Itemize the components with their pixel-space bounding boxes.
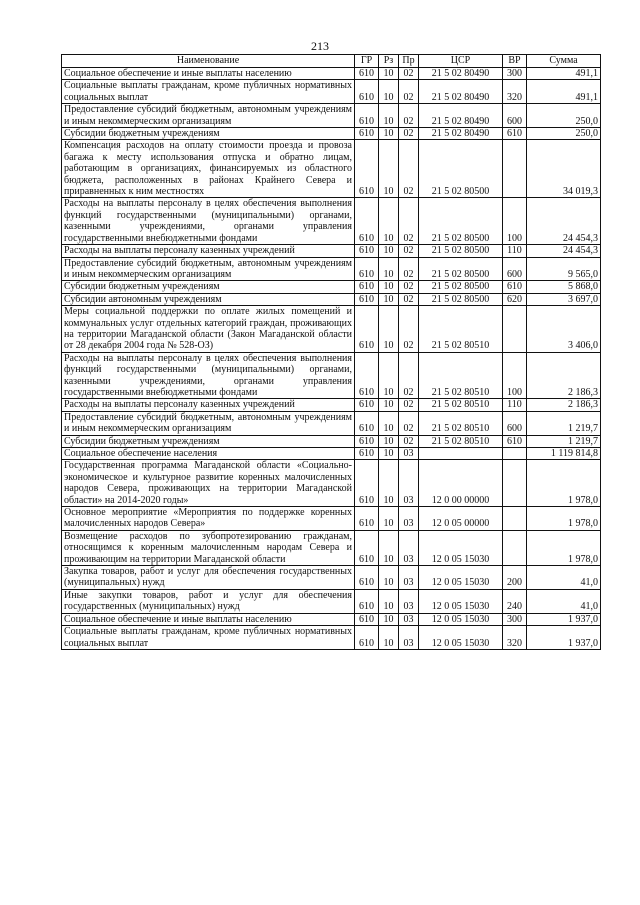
cell-name: Субсидии бюджетным учреждениям bbox=[62, 281, 355, 293]
table-row bbox=[62, 352, 601, 399]
cell-gr: 610 bbox=[355, 140, 379, 198]
table-row bbox=[62, 589, 601, 613]
cell-csr: 21 5 02 80490 bbox=[419, 104, 503, 128]
table-row bbox=[62, 68, 601, 80]
cell-name: Расходы на выплаты персоналу казенных учреждений bbox=[62, 399, 355, 411]
cell-gr: 610 bbox=[355, 507, 379, 531]
cell-rz: 10 bbox=[379, 80, 399, 104]
cell-sum: 24 454,3 bbox=[527, 245, 601, 257]
cell-name: Расходы на выплаты персоналу казенных учреждений bbox=[62, 245, 355, 257]
table-row bbox=[62, 460, 601, 507]
cell-csr: 12 0 05 00000 bbox=[419, 507, 503, 531]
cell-gr: 610 bbox=[355, 80, 379, 104]
table-row bbox=[62, 281, 601, 293]
cell-pr: 02 bbox=[399, 411, 419, 435]
cell-csr: 21 5 02 80500 bbox=[419, 257, 503, 281]
cell-sum: 1 978,0 bbox=[527, 460, 601, 507]
cell-gr: 610 bbox=[355, 626, 379, 650]
cell-pr: 03 bbox=[399, 530, 419, 565]
cell-rz: 10 bbox=[379, 293, 399, 305]
cell-pr: 03 bbox=[399, 613, 419, 625]
cell-csr: 21 5 02 80500 bbox=[419, 293, 503, 305]
cell-csr: 12 0 05 15030 bbox=[419, 530, 503, 565]
cell-sum: 2 186,3 bbox=[527, 352, 601, 399]
cell-csr: 21 5 02 80510 bbox=[419, 399, 503, 411]
cell-rz: 10 bbox=[379, 507, 399, 531]
cell-name: Меры социальной поддержки по оплате жилых помещений и коммунальных услуг отдельных категорий граждан, проживающих на территории Магаданской области (Закон Магаданской области от 28 декабря 2004 года № 528-ОЗ) bbox=[62, 306, 355, 353]
cell-vr: 200 bbox=[503, 566, 527, 590]
cell-csr: 21 5 02 80490 bbox=[419, 128, 503, 140]
cell-gr: 610 bbox=[355, 306, 379, 353]
cell-name: Социальные выплаты гражданам, кроме публичных нормативных социальных выплат bbox=[62, 80, 355, 104]
table-row bbox=[62, 626, 601, 650]
cell-gr: 610 bbox=[355, 399, 379, 411]
cell-pr: 02 bbox=[399, 198, 419, 245]
cell-csr: 21 5 02 80490 bbox=[419, 80, 503, 104]
cell-name: Основное мероприятие «Мероприятия по поддержке коренных малочисленных народов Севера» bbox=[62, 507, 355, 531]
cell-rz: 10 bbox=[379, 104, 399, 128]
cell-rz: 10 bbox=[379, 613, 399, 625]
cell-pr: 02 bbox=[399, 128, 419, 140]
cell-gr: 610 bbox=[355, 198, 379, 245]
cell-name: Предоставление субсидий бюджетным, автономным учреждениям и иным некоммерческим организациям bbox=[62, 411, 355, 435]
table-row bbox=[62, 140, 601, 198]
cell-sum: 491,1 bbox=[527, 68, 601, 80]
cell-gr: 610 bbox=[355, 435, 379, 447]
cell-pr: 02 bbox=[399, 245, 419, 257]
cell-gr: 610 bbox=[355, 411, 379, 435]
cell-vr bbox=[503, 460, 527, 507]
column-header-pr: Пр bbox=[399, 55, 419, 68]
cell-sum: 1 937,0 bbox=[527, 613, 601, 625]
cell-rz: 10 bbox=[379, 530, 399, 565]
cell-vr bbox=[503, 448, 527, 460]
table-row bbox=[62, 399, 601, 411]
cell-sum: 250,0 bbox=[527, 104, 601, 128]
cell-csr: 12 0 05 15030 bbox=[419, 626, 503, 650]
cell-pr: 03 bbox=[399, 448, 419, 460]
cell-pr: 02 bbox=[399, 104, 419, 128]
cell-sum: 2 186,3 bbox=[527, 399, 601, 411]
cell-pr: 02 bbox=[399, 293, 419, 305]
cell-vr: 320 bbox=[503, 80, 527, 104]
column-header-vr: ВР bbox=[503, 55, 527, 68]
cell-rz: 10 bbox=[379, 281, 399, 293]
cell-sum: 1 219,7 bbox=[527, 435, 601, 447]
cell-gr: 610 bbox=[355, 448, 379, 460]
cell-name: Иные закупки товаров, работ и услуг для обеспечения государственных (муниципальных) нужд bbox=[62, 589, 355, 613]
budget-table bbox=[61, 54, 601, 650]
cell-pr: 03 bbox=[399, 589, 419, 613]
column-header-name: Наименование bbox=[62, 55, 355, 68]
cell-pr: 03 bbox=[399, 566, 419, 590]
cell-vr: 100 bbox=[503, 198, 527, 245]
page-number: 213 bbox=[311, 39, 329, 53]
cell-sum: 5 868,0 bbox=[527, 281, 601, 293]
cell-vr: 620 bbox=[503, 293, 527, 305]
table-body bbox=[62, 68, 601, 650]
cell-name: Расходы на выплаты персоналу в целях обеспечения выполнения функций государственными (муниципальными) органами, казенными учреждениями, органами управления государственными внебюджетными фондами bbox=[62, 352, 355, 399]
cell-gr: 610 bbox=[355, 293, 379, 305]
cell-name: Предоставление субсидий бюджетным, автономным учреждениям и иным некоммерческим организациям bbox=[62, 257, 355, 281]
cell-vr: 300 bbox=[503, 613, 527, 625]
cell-vr: 600 bbox=[503, 411, 527, 435]
cell-rz: 10 bbox=[379, 140, 399, 198]
cell-vr: 600 bbox=[503, 257, 527, 281]
table-row bbox=[62, 104, 601, 128]
cell-gr: 610 bbox=[355, 128, 379, 140]
cell-pr: 02 bbox=[399, 352, 419, 399]
cell-vr bbox=[503, 140, 527, 198]
cell-rz: 10 bbox=[379, 566, 399, 590]
cell-gr: 610 bbox=[355, 281, 379, 293]
cell-rz: 10 bbox=[379, 257, 399, 281]
cell-pr: 02 bbox=[399, 68, 419, 80]
cell-vr: 110 bbox=[503, 399, 527, 411]
cell-gr: 610 bbox=[355, 566, 379, 590]
cell-vr: 300 bbox=[503, 68, 527, 80]
cell-sum: 41,0 bbox=[527, 566, 601, 590]
table-row bbox=[62, 530, 601, 565]
cell-csr: 12 0 00 00000 bbox=[419, 460, 503, 507]
cell-vr: 100 bbox=[503, 352, 527, 399]
cell-csr: 21 5 02 80500 bbox=[419, 140, 503, 198]
cell-name: Возмещение расходов по зубопротезированию гражданам, относящимся к коренным малочисленным народам Севера и проживающим на территории Магаданской области bbox=[62, 530, 355, 565]
cell-vr: 240 bbox=[503, 589, 527, 613]
table-row bbox=[62, 257, 601, 281]
cell-rz: 10 bbox=[379, 411, 399, 435]
cell-gr: 610 bbox=[355, 245, 379, 257]
cell-sum: 1 119 814,8 bbox=[527, 448, 601, 460]
cell-pr: 02 bbox=[399, 257, 419, 281]
cell-rz: 10 bbox=[379, 128, 399, 140]
table-header-row bbox=[62, 55, 601, 68]
cell-vr: 600 bbox=[503, 104, 527, 128]
cell-rz: 10 bbox=[379, 448, 399, 460]
cell-sum: 250,0 bbox=[527, 128, 601, 140]
cell-csr: 21 5 02 80510 bbox=[419, 435, 503, 447]
table-row bbox=[62, 198, 601, 245]
table-row bbox=[62, 613, 601, 625]
column-header-sum: Сумма bbox=[527, 55, 601, 68]
cell-sum: 3 697,0 bbox=[527, 293, 601, 305]
cell-rz: 10 bbox=[379, 198, 399, 245]
column-header-rz: Рз bbox=[379, 55, 399, 68]
cell-sum: 24 454,3 bbox=[527, 198, 601, 245]
table-row bbox=[62, 293, 601, 305]
cell-pr: 03 bbox=[399, 507, 419, 531]
cell-sum: 1 978,0 bbox=[527, 530, 601, 565]
cell-csr: 12 0 05 15030 bbox=[419, 566, 503, 590]
cell-pr: 03 bbox=[399, 460, 419, 507]
cell-pr: 02 bbox=[399, 80, 419, 104]
cell-csr: 21 5 02 80510 bbox=[419, 306, 503, 353]
cell-gr: 610 bbox=[355, 257, 379, 281]
cell-sum: 41,0 bbox=[527, 589, 601, 613]
cell-sum: 1 219,7 bbox=[527, 411, 601, 435]
cell-vr bbox=[503, 306, 527, 353]
table-row bbox=[62, 80, 601, 104]
cell-vr: 610 bbox=[503, 128, 527, 140]
cell-name: Социальное обеспечение и иные выплаты населению bbox=[62, 613, 355, 625]
cell-gr: 610 bbox=[355, 68, 379, 80]
cell-name: Социальное обеспечение и иные выплаты населению bbox=[62, 68, 355, 80]
cell-gr: 610 bbox=[355, 104, 379, 128]
table-row bbox=[62, 128, 601, 140]
cell-sum: 34 019,3 bbox=[527, 140, 601, 198]
cell-name: Расходы на выплаты персоналу в целях обеспечения выполнения функций государственными (муниципальными) органами, казенными учреждениями, органами управления государственными внебюджетными фондами bbox=[62, 198, 355, 245]
cell-gr: 610 bbox=[355, 352, 379, 399]
cell-name: Государственная программа Магаданской области «Социально-экономическое и культурное развитие коренных малочисленных народов Севера, проживающих на территории Магаданской области» на 2014-2020 годы» bbox=[62, 460, 355, 507]
cell-pr: 02 bbox=[399, 140, 419, 198]
cell-vr bbox=[503, 530, 527, 565]
cell-sum: 3 406,0 bbox=[527, 306, 601, 353]
cell-sum: 1 978,0 bbox=[527, 507, 601, 531]
cell-csr: 21 5 02 80500 bbox=[419, 281, 503, 293]
cell-rz: 10 bbox=[379, 460, 399, 507]
cell-pr: 02 bbox=[399, 281, 419, 293]
cell-name: Субсидии автономным учреждениям bbox=[62, 293, 355, 305]
cell-rz: 10 bbox=[379, 306, 399, 353]
cell-name: Закупка товаров, работ и услуг для обеспечения государственных (муниципальных) нужд bbox=[62, 566, 355, 590]
cell-name: Субсидии бюджетным учреждениям bbox=[62, 128, 355, 140]
cell-name: Социальные выплаты гражданам, кроме публичных нормативных социальных выплат bbox=[62, 626, 355, 650]
cell-vr: 110 bbox=[503, 245, 527, 257]
cell-rz: 10 bbox=[379, 245, 399, 257]
cell-gr: 610 bbox=[355, 589, 379, 613]
cell-gr: 610 bbox=[355, 613, 379, 625]
table-row bbox=[62, 245, 601, 257]
table-row bbox=[62, 411, 601, 435]
cell-vr: 610 bbox=[503, 281, 527, 293]
cell-csr: 21 5 02 80500 bbox=[419, 198, 503, 245]
cell-vr: 610 bbox=[503, 435, 527, 447]
cell-rz: 10 bbox=[379, 626, 399, 650]
cell-name: Предоставление субсидий бюджетным, автономным учреждениям и иным некоммерческим организациям bbox=[62, 104, 355, 128]
cell-name: Компенсация расходов на оплату стоимости проезда и провоза багажа к месту использования отпуска и обратно лицам, работающим в организациях, финансируемых из областного бюджета, расположенных в районах Крайнего Севера и приравненных к ним местностях bbox=[62, 140, 355, 198]
cell-rz: 10 bbox=[379, 399, 399, 411]
table-row bbox=[62, 448, 601, 460]
cell-gr: 610 bbox=[355, 460, 379, 507]
cell-csr bbox=[419, 448, 503, 460]
cell-pr: 03 bbox=[399, 626, 419, 650]
cell-gr: 610 bbox=[355, 530, 379, 565]
cell-rz: 10 bbox=[379, 435, 399, 447]
cell-name: Субсидии бюджетным учреждениям bbox=[62, 435, 355, 447]
table-row bbox=[62, 507, 601, 531]
cell-name: Социальное обеспечение населения bbox=[62, 448, 355, 460]
column-header-gr: ГР bbox=[355, 55, 379, 68]
table-row bbox=[62, 566, 601, 590]
cell-rz: 10 bbox=[379, 589, 399, 613]
cell-sum: 1 937,0 bbox=[527, 626, 601, 650]
column-header-csr: ЦСР bbox=[419, 55, 503, 68]
cell-pr: 02 bbox=[399, 435, 419, 447]
cell-rz: 10 bbox=[379, 68, 399, 80]
cell-vr bbox=[503, 507, 527, 531]
cell-rz: 10 bbox=[379, 352, 399, 399]
cell-pr: 02 bbox=[399, 399, 419, 411]
cell-vr: 320 bbox=[503, 626, 527, 650]
cell-pr: 02 bbox=[399, 306, 419, 353]
table-row bbox=[62, 435, 601, 447]
cell-sum: 9 565,0 bbox=[527, 257, 601, 281]
cell-csr: 21 5 02 80500 bbox=[419, 245, 503, 257]
cell-sum: 491,1 bbox=[527, 80, 601, 104]
cell-csr: 12 0 05 15030 bbox=[419, 613, 503, 625]
cell-csr: 21 5 02 80490 bbox=[419, 68, 503, 80]
table-row bbox=[62, 306, 601, 353]
cell-csr: 21 5 02 80510 bbox=[419, 352, 503, 399]
cell-csr: 21 5 02 80510 bbox=[419, 411, 503, 435]
cell-csr: 12 0 05 15030 bbox=[419, 589, 503, 613]
